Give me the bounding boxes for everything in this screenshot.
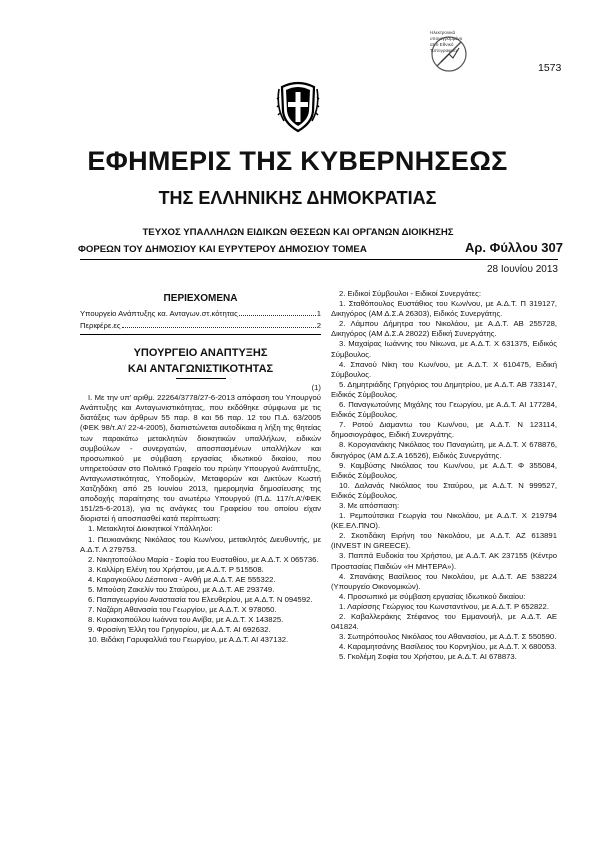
list-item: 2. Καβαλλεράκης Στέφανος του Εμμανουήλ, με Α.Δ.Τ. ΑΕ 041824.: [331, 612, 557, 632]
list-item: 4. Καραμητσάνης Βασίλειος του Κορνηλίου, με Α.Δ.Τ. Χ 680053.: [339, 642, 557, 652]
gazette-subtitle: ΤΗΣ ΕΛΛΗΝΙΚΗΣ ΔΗΜΟΚΡΑΤΙΑΣ: [158, 188, 437, 208]
list-item: 1. Μετακλητοί Διοικητικοί Υπάλληλοι:: [88, 524, 213, 534]
list-item: 9. Καμβύσης Νικόλαος του Κων/νου, με Α.Δ.Τ. Φ 355084, Ειδικός Σύμβουλος.: [331, 460, 557, 480]
list-item: 6. Παναγιωτούνης Μιχάλης του Γεωργίου, με Α.Δ.Τ. ΑΙ 177284, Ειδικός Σύμβουλος.: [331, 400, 557, 420]
list-item: 3. Μαχαίρας Ιωάννης του Νίκωνα, με Α.Δ.Τ. Χ 631375, Ειδικός Σύμβουλος.: [331, 339, 557, 359]
list-item: 4. Καραγκούλου Δέσποινα - Ανθή με Α.Δ.Τ. ΑΕ 555322.: [88, 574, 276, 584]
right-column: [331, 289, 557, 662]
issue-series-line1: ΤΕΥΧΟΣ ΥΠΑΛΛΗΛΩΝ ΕΙΔΙΚΩΝ ΘΕΣΕΩΝ ΚΑΙ ΟΡΓΑΝΩΝ ΔΙΟΙΚΗΣΗΣ: [142, 227, 454, 238]
list-item: 2. Ειδικοί Σύμβουλοι - Ειδικοί Συνεργάτες:: [339, 289, 481, 298]
greek-coat-of-arms-icon: [276, 77, 320, 135]
list-item: 3. Παππά Ευδοκία του Χρήστου, με Α.Δ.Τ. ΑΚ 237155 (Κέντρο Προστασίας Παιδιών «Η ΜΗΤΕΡΑ»).: [331, 551, 557, 571]
header-rule: [80, 259, 558, 260]
stamp-caption: Ηλεκτρονικά υπογεγραμμένο από Εθνικό Τυπογραφείο: [430, 30, 463, 53]
list-item: 5. Γκολέμη Σοφία του Χρήστου, με Α.Δ.Τ. ΑΙ 678873.: [339, 652, 517, 662]
list-item: 7. Ροτού Διαμαντω του Κων/νου, με Α.Δ.Τ. Ν 123114, δημοσιογράφος, Ειδική Συνεργάτης.: [331, 420, 557, 440]
toc-entry-page: 2: [316, 321, 321, 331]
section-title-rule: [176, 378, 226, 379]
issue-series-line2: ΦΟΡΕΩΝ ΤΟΥ ΔΗΜΟΣΙΟΥ ΚΑΙ ΕΥΡΥΤΕΡΟΥ ΔΗΜΟΣΙΟΥ ΤΟΜΕΑ: [78, 244, 367, 255]
list-item: 1. Πευκιανάκης Νικόλαος του Κων/νου, μετακλητός Διευθυντής, με Α.Δ.Τ. Λ 279753.: [80, 534, 321, 554]
toc-leader: [239, 315, 316, 316]
list-item: 6. Παπαγεωργίου Αναστασία του Ελευθερίου, με Α.Δ.Τ. Ν 094592.: [88, 595, 313, 605]
list-item: 2. Σκοτιδάκη Ειρήνη του Νικολάου, με Α.Δ.Τ. ΑΖ 613891 (INVEST IN GREECE).: [331, 531, 557, 551]
list-item: 10. Δαλανάς Νικόλαος του Σταύρου, με Α.Δ.Τ. Ν 999527, Ειδικός Σύμβουλος.: [331, 480, 557, 500]
toc-rule: [80, 334, 321, 335]
toc-leader: [122, 327, 316, 328]
list-item: 9. Φροσίνη Έλλη του Γρηγορίου, με Α.Δ.Τ. ΑΙ 692632.: [88, 625, 271, 635]
toc-entry-page: 1: [316, 309, 321, 319]
left-column: [80, 289, 321, 646]
list-item: 3. Με απόσπαση:: [339, 500, 400, 510]
list-item: 1. Σταθόπουλος Ευστάθιος του Κων/νου, με Α.Δ.Τ. Π 319127, Δικηγόρος (ΑΜ Δ.Σ.Α 26303), Ειδικός Συνεργάτης.: [331, 299, 557, 319]
gazette-title: ΕΦΗΜΕΡΙΣ ΤΗΣ ΚΥΒΕΡΝΗΣΕΩΣ: [87, 146, 508, 176]
list-item: 5. Μπούση Ζακελίν του Σταύρου, με Α.Δ.Τ. ΑΕ 293749.: [88, 584, 275, 594]
list-item: 10. Βιδάκη Γαρυφαλλιά του Γεωργίου, με Α.Δ.Τ. ΑΙ 437132.: [88, 635, 289, 645]
toc-entry-label: Υπουργείο Ανάπτυξης κα. Ανταγων.στ.κότητας: [80, 309, 238, 319]
list-item: 3. Καλλίρη Ελένη του Χρήστου, με Α.Δ.Τ. Ρ 515508.: [88, 564, 264, 574]
toc-entry[interactable]: [80, 308, 321, 320]
list-item: 2. Λάμπου Δήμητρα του Νικολάου, με Α.Δ.Τ. ΑΒ 255728, Δικηγόρος (ΑΜ Δ.Σ.Α 28022) Ειδική Συνεργάτης.: [331, 319, 557, 339]
issue-date: 28 Ιουνίου 2013: [487, 264, 558, 275]
sheet-number: Αρ. Φύλλου 307: [465, 240, 564, 255]
toc-entry[interactable]: [80, 320, 321, 332]
list-item: 4. Σπανού Νίκη του Κων/νου, με Α.Δ.Τ. Χ 610475, Ειδική Σύμβουλος.: [331, 359, 557, 379]
list-item: 8. Κορογιανάκης Νικόλαος του Παναγιώτη, με Α.Δ.Τ. Χ 678876, δικηγόρος (ΑΜ Δ.Σ.Α 16526), Ειδικός Συνεργάτης.: [331, 440, 557, 460]
decision-number: (1): [311, 383, 321, 393]
list-item: 4. Σπανάκης Βασίλειος του Νικολάου, με Α.Δ.Τ. ΑΕ 538224 (Υπουργείο Οικονομικών).: [331, 571, 557, 591]
list-item: 5. Δημητριάδης Γρηγόριος του Δημητρίου, με Α.Δ.Τ. ΑΒ 733147, Ειδικός Σύμβουλος.: [331, 379, 557, 399]
section-title-line1: ΥΠΟΥΡΓΕΙΟ ΑΝΑΠΤΥΞΗΣ: [133, 347, 268, 360]
list-item: 4. Προσωπικό με σύμβαση εργασίας Ιδιωτικού δικαίου:: [339, 591, 526, 601]
list-item: 2. Νικητοπούλου Μαρία - Σοφία του Ευσταθίου, με Α.Δ.Τ. Χ 065736.: [88, 554, 319, 564]
section-title-line2: ΚΑΙ ΑΝΤΑΓΩΝΙΣΤΙΚΟΤΗΤΑΣ: [127, 363, 274, 376]
decision-intro: Ι. Με την υπ' αριθμ. 22264/3778/27-6-2013 απόφαση του Υπουργού Ανάπτυξης και Ανταγωνιστικότητας, που εκδόθηκε σύμφωνα με τις διατάξεις των άρθρων 55 παρ. 8 και 56 παρ. 12 του Π.Δ. 63/2005 (ΦΕΚ 98/τ.Α'/ 22-4-2005), διαπιστώνεται αυτοδίκαια η λήξη της θητείας των παρακάτω μετακλητών διοικητικών υπαλλήλων, ειδικών συμβούλων - συνεργατών, αποσπασμένων υπαλλήλων και προσωπικού με σύμβαση εργασίας ιδιωτικού δικαίου, που υπηρετούσαν στο Πολιτικό Γραφείο του πρώην Υπουργού Ανάπτυξης, Ανταγωνιστικότητας, Υποδομών, Μεταφορών και Δικτύων Κωστή Χατζηδάκη από 25 Ιουνίου 2013, ημερομηνία δημοσίευσης της αποδοχής παραίτησης του ανωτέρω Υπουργού (Π.Δ. 117/τ.Α'/ΦΕΚ 151/25-6-2013), για τις ανάγκες του Γραφείου του οποίου είχαν διοριστεί ή αποσπασθεί κατά περίπτωση:: [80, 393, 321, 524]
list-item: 7. Ναζάρη Αθανασία του Γεωργίου, με Α.Δ.Τ. Χ 978050.: [88, 605, 277, 615]
toc-title: ΠΕΡΙΕΧΟΜΕΝΑ: [163, 293, 238, 304]
list-item: 3. Σωτηρόπουλος Νικόλαος του Αθανασίου, με Α.Δ.Τ. Σ 550590.: [339, 632, 557, 642]
list-item: 1. Λαρίσσης Γεώργιος του Κωνσταντίνου, με Α.Δ.Τ. Ρ 652822.: [339, 601, 549, 611]
list-item: 8. Κυριακοπούλου Ιωάννα του Ανίβα, με Α.Δ.Τ. Χ 143825.: [88, 615, 284, 625]
toc-entry-label: Περιφέρε.ες: [80, 321, 121, 331]
page-number: 1573: [538, 62, 562, 74]
list-item: 1. Ρεμπούτσικα Γεωργία του Νικολάου, με Α.Δ.Τ. Χ 219794 (ΚΕ.ΕΛ.ΠΝΟ).: [331, 511, 557, 531]
